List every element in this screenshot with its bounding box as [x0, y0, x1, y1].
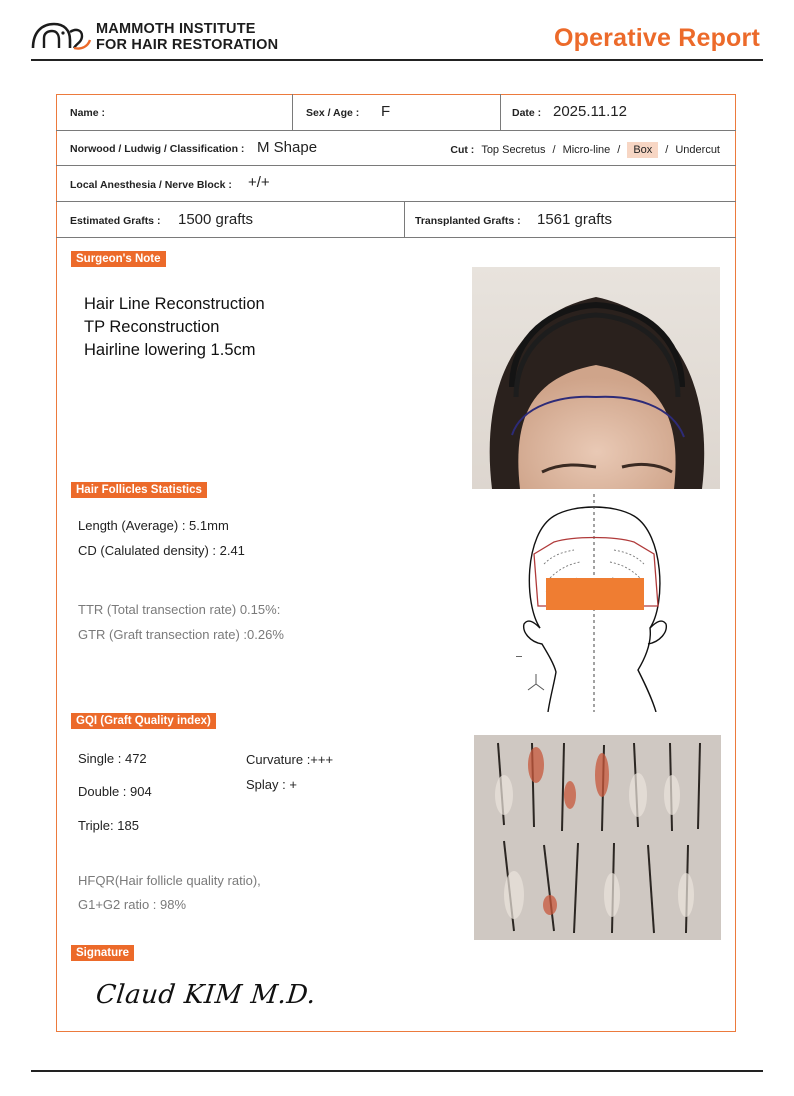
note-line: TP Reconstruction [84, 318, 220, 336]
calculated-density: CD (Calulated density) : 2.41 [78, 543, 245, 558]
header-divider [31, 59, 763, 61]
footer-divider [31, 1070, 763, 1072]
donor-area-diagram [514, 494, 674, 712]
curvature: Curvature :+++ [246, 752, 334, 767]
row1-divider-2 [500, 94, 501, 130]
cut-label: Cut : [450, 144, 475, 156]
grafts-photo [474, 735, 721, 940]
note-line: Hair Line Reconstruction [84, 295, 265, 313]
estimated-grafts-label: Estimated Grafts : [70, 215, 161, 227]
estimated-grafts-value: 1500 grafts [178, 211, 254, 228]
classification-value: M Shape [257, 139, 318, 156]
institute-name-line2: FOR HAIR RESTORATION [96, 37, 279, 53]
row1-divider-1 [292, 94, 293, 130]
triple-grafts: Triple: 185 [78, 818, 139, 833]
gqi-heading: GQI (Graft Quality index) [71, 713, 216, 729]
info-row-anesthesia [56, 166, 736, 202]
row4-divider [404, 202, 405, 237]
institute-name [96, 21, 278, 53]
signature-heading: Signature [71, 945, 134, 961]
transplanted-grafts-value: 1561 grafts [537, 211, 613, 228]
surgeon-signature: Claud KIM M.D. [94, 980, 318, 1010]
anesthesia-value: +/+ [248, 174, 270, 191]
cut-option-top-secretus: Top Secretus [481, 144, 546, 156]
classification-label: Norwood / Ludwig / Classification : [70, 143, 245, 155]
graft-transection-rate: GTR (Graft transection rate) :0.26% [78, 627, 284, 642]
transplanted-grafts-label: Transplanted Grafts : [415, 215, 521, 227]
anesthesia-label: Local Anesthesia / Nerve Block : [70, 179, 232, 191]
g1-g2-ratio: G1+G2 ratio : 98% [78, 897, 187, 912]
cut-option-undercut: Undercut [675, 144, 720, 156]
cut-option-box-selected: Box [627, 142, 658, 158]
cut-separator: / [552, 144, 556, 156]
surgeons-note-heading: Surgeon's Note [71, 251, 166, 267]
cut-separator: / [665, 144, 669, 156]
cut-options [450, 142, 720, 158]
donor-area-marker [546, 578, 644, 610]
info-row-grafts [56, 202, 736, 238]
note-line: Hairline lowering 1.5cm [84, 341, 256, 359]
institute-name-line1: MAMMOTH INSTITUTE [96, 21, 256, 37]
double-grafts: Double : 904 [78, 784, 152, 799]
cut-option-micro-line: Micro-line [562, 144, 611, 156]
cut-separator: / [617, 144, 621, 156]
hfqr-label: HFQR(Hair follicle quality ratio), [78, 873, 261, 888]
mammoth-logo-icon [30, 18, 92, 52]
info-row-name [56, 94, 736, 131]
report-title: Operative Report [553, 24, 760, 52]
hairline-photo [472, 267, 720, 489]
follicle-stats-heading: Hair Follicles Statistics [71, 482, 207, 498]
info-row-classification [56, 131, 736, 166]
length-average: Length (Average) : 5.1mm [78, 518, 229, 533]
total-transection-rate: TTR (Total transection rate) 0.15%: [78, 602, 281, 617]
splay: Splay : + [246, 777, 297, 792]
date-value: 2025.11.12 [553, 103, 627, 120]
surgeons-note-text [84, 293, 265, 362]
date-label: Date : [512, 107, 542, 119]
sex-age-value: F [381, 103, 391, 120]
single-grafts: Single : 472 [78, 751, 147, 766]
name-label: Name : [70, 107, 106, 119]
sex-age-label: Sex / Age : [306, 107, 360, 119]
